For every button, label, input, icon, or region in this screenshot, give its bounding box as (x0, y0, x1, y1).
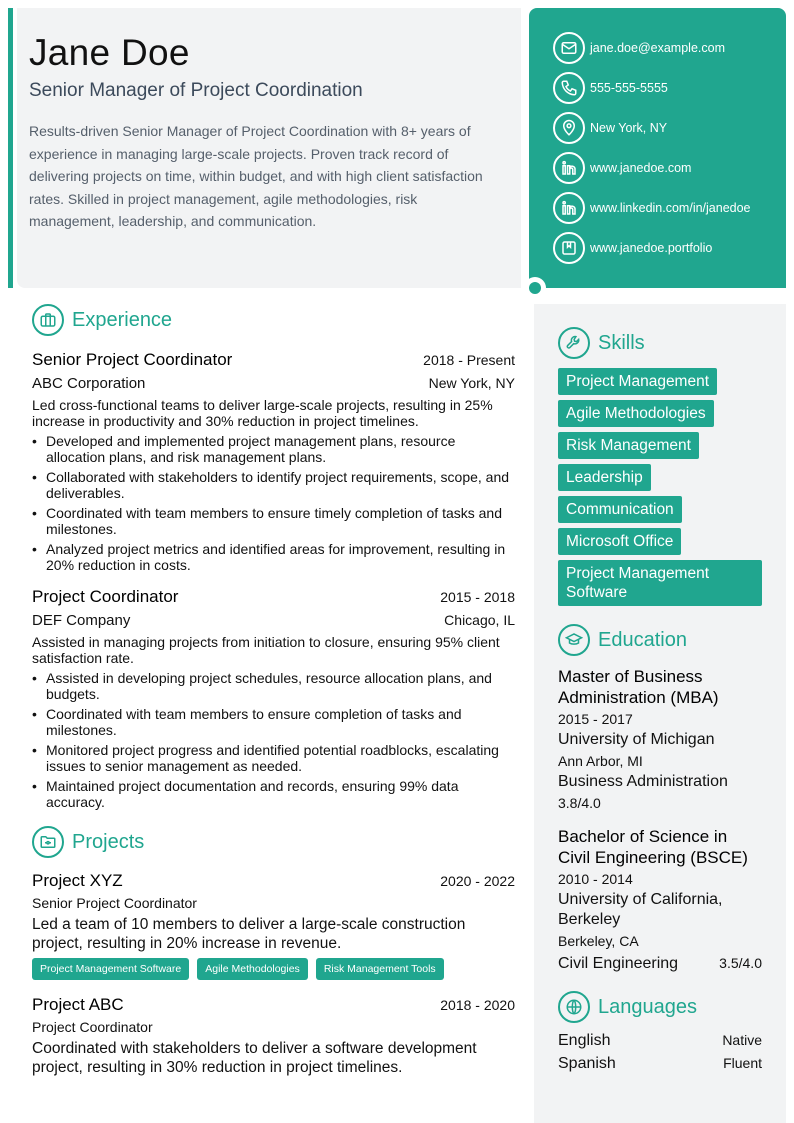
skill-list (558, 368, 762, 611)
project-title: Project ABC (32, 995, 124, 1014)
contact-email-text: jane.doe@example.com (590, 41, 725, 55)
graduation-cap-icon (558, 624, 590, 656)
skills-title: Skills (598, 331, 645, 354)
language-row (558, 1055, 762, 1078)
project-description: Led a team of 10 members to deliver a large-scale construction project, resulting in 20% increase in revenue. (32, 916, 466, 952)
skill-badge: Risk Management (558, 432, 699, 459)
edu-degree: Bachelor of Science in Civil Engineering (BSCE) (558, 827, 748, 867)
folder-icon (32, 826, 64, 858)
edu-degree: Master of Business Administration (MBA) (558, 667, 719, 707)
edu-gpa: 3.8/4.0 (558, 795, 601, 811)
location-icon (553, 112, 585, 144)
edu-location: Ann Arbor, MI (558, 753, 643, 769)
job-description: Assisted in managing projects from initiation to closure, ensuring 95% client satisfaction rate. (32, 634, 500, 666)
email-icon (553, 32, 585, 64)
job-title: Project Coordinator (32, 587, 179, 606)
language-row (558, 1032, 762, 1055)
job-location: New York, NY (428, 375, 515, 391)
experience-title: Experience (72, 308, 173, 331)
job-bullet: • Coordinated with team members to ensure timely completion of tasks and milestones. (32, 505, 515, 537)
contact-website[interactable] (553, 152, 786, 184)
project-entry (32, 871, 515, 980)
language-level: Native (722, 1032, 762, 1048)
contact-email[interactable] (553, 32, 786, 64)
language-name: Spanish (558, 1055, 616, 1072)
contact-phone-text: 555-555-5555 (590, 81, 668, 95)
job-location: Chicago, IL (444, 612, 515, 628)
project-tag: Risk Management Tools (316, 958, 444, 980)
language-name: English (558, 1032, 611, 1049)
contact-location-text: New York, NY (590, 121, 668, 135)
contact-portfolio[interactable] (553, 232, 786, 264)
edu-field: Business Administration (558, 773, 728, 790)
contact-linkedin[interactable] (553, 192, 786, 224)
project-tags (32, 958, 515, 980)
job-bullets (32, 433, 515, 573)
linkedin-icon (553, 152, 585, 184)
skill-badge: Microsoft Office (558, 528, 681, 555)
job-dates: 2018 - Present (423, 352, 515, 368)
contact-website-text: www.janedoe.com (590, 161, 692, 175)
skill-badge: Project Management Software (558, 560, 762, 606)
job-role: Senior Manager of Project Coordination (29, 80, 363, 101)
projects-title: Projects (72, 830, 145, 853)
job-bullets (32, 670, 515, 810)
contact-portfolio-text: www.janedoe.portfolio (590, 241, 713, 255)
education-title: Education (598, 628, 687, 651)
wrench-icon (558, 327, 590, 359)
resume-header (17, 8, 521, 288)
job-bullet: • Assisted in developing project schedules, resource allocation plans, and budgets. (32, 670, 515, 702)
job-description: Led cross-functional teams to deliver large-scale projects, resulting in 25% increase in productivity and 30% reduction in project timelines. (32, 397, 493, 429)
job-entry (32, 350, 515, 573)
education-header (558, 624, 762, 656)
projects-header (32, 826, 515, 858)
job-bullet: • Monitored project progress and identified potential roadblocks, escalating issues to senior management as needed. (32, 742, 515, 774)
globe-icon (558, 991, 590, 1023)
project-role: Senior Project Coordinator (32, 895, 197, 911)
language-list (558, 1032, 762, 1078)
timeline-dot (524, 277, 546, 299)
edu-dates: 2015 - 2017 (558, 711, 633, 727)
job-bullet: • Analyzed project metrics and identified areas for improvement, resulting in 20% reduction in costs. (32, 541, 515, 573)
skill-badge: Agile Methodologies (558, 400, 714, 427)
project-tag: Agile Methodologies (197, 958, 308, 980)
phone-icon (553, 72, 585, 104)
job-company: DEF Company (32, 612, 131, 629)
edu-location: Berkeley, CA (558, 933, 639, 949)
skill-badge: Leadership (558, 464, 651, 491)
edu-field: Civil Engineering (558, 955, 679, 972)
summary-text: Results-driven Senior Manager of Project Coordination with 8+ years of experience in managing large-scale projects. Proven track record of delivering projects on time, within budget, and with high client satisfaction rates. Skilled in project management, agile methodologies, risk management, leadership, and communication. (29, 123, 483, 230)
contact-panel (529, 8, 786, 288)
language-level: Fluent (723, 1055, 762, 1071)
project-title: Project XYZ (32, 871, 123, 890)
contact-location (553, 112, 786, 144)
project-entry (32, 995, 515, 1077)
languages-header (558, 991, 762, 1023)
languages-title: Languages (598, 995, 697, 1018)
job-bullet: • Collaborated with stakeholders to identify project requirements, scope, and deliverables. (32, 469, 515, 501)
job-entry (32, 587, 515, 810)
experience-header (32, 304, 515, 336)
linkedin-icon (553, 192, 585, 224)
project-tag: Project Management Software (32, 958, 189, 980)
job-bullet: • Developed and implemented project management plans, resource allocation plans, and risk management plans. (32, 433, 515, 465)
job-company: ABC Corporation (32, 375, 146, 392)
portfolio-icon (553, 232, 585, 264)
contact-linkedin-text: www.linkedin.com/in/janedoe (590, 201, 751, 215)
project-role: Project Coordinator (32, 1019, 153, 1035)
skill-badge: Project Management (558, 368, 717, 395)
skills-header (558, 327, 762, 359)
project-dates: 2018 - 2020 (440, 997, 515, 1013)
sidebar (534, 304, 786, 1123)
main-column (32, 304, 515, 1077)
education-entry (558, 666, 762, 814)
job-bullet: • Coordinated with team members to ensure completion of tasks and milestones. (32, 706, 515, 738)
contact-phone[interactable] (553, 72, 786, 104)
person-name: Jane Doe (29, 32, 190, 73)
project-description: Coordinated with stakeholders to deliver a software development project, resulting in 30% reduction in project timelines. (32, 1040, 477, 1076)
edu-school: University of California, Berkeley (558, 891, 723, 928)
edu-gpa: 3.5/4.0 (719, 955, 762, 971)
edu-school: University of Michigan (558, 731, 715, 748)
job-dates: 2015 - 2018 (440, 589, 515, 605)
edu-dates: 2010 - 2014 (558, 871, 633, 887)
accent-bar (8, 8, 13, 288)
project-dates: 2020 - 2022 (440, 873, 515, 889)
skill-badge: Communication (558, 496, 682, 523)
education-entry (558, 826, 762, 974)
job-bullet: • Maintained project documentation and records, ensuring 99% data accuracy. (32, 778, 515, 810)
briefcase-icon (32, 304, 64, 336)
job-title: Senior Project Coordinator (32, 350, 233, 369)
